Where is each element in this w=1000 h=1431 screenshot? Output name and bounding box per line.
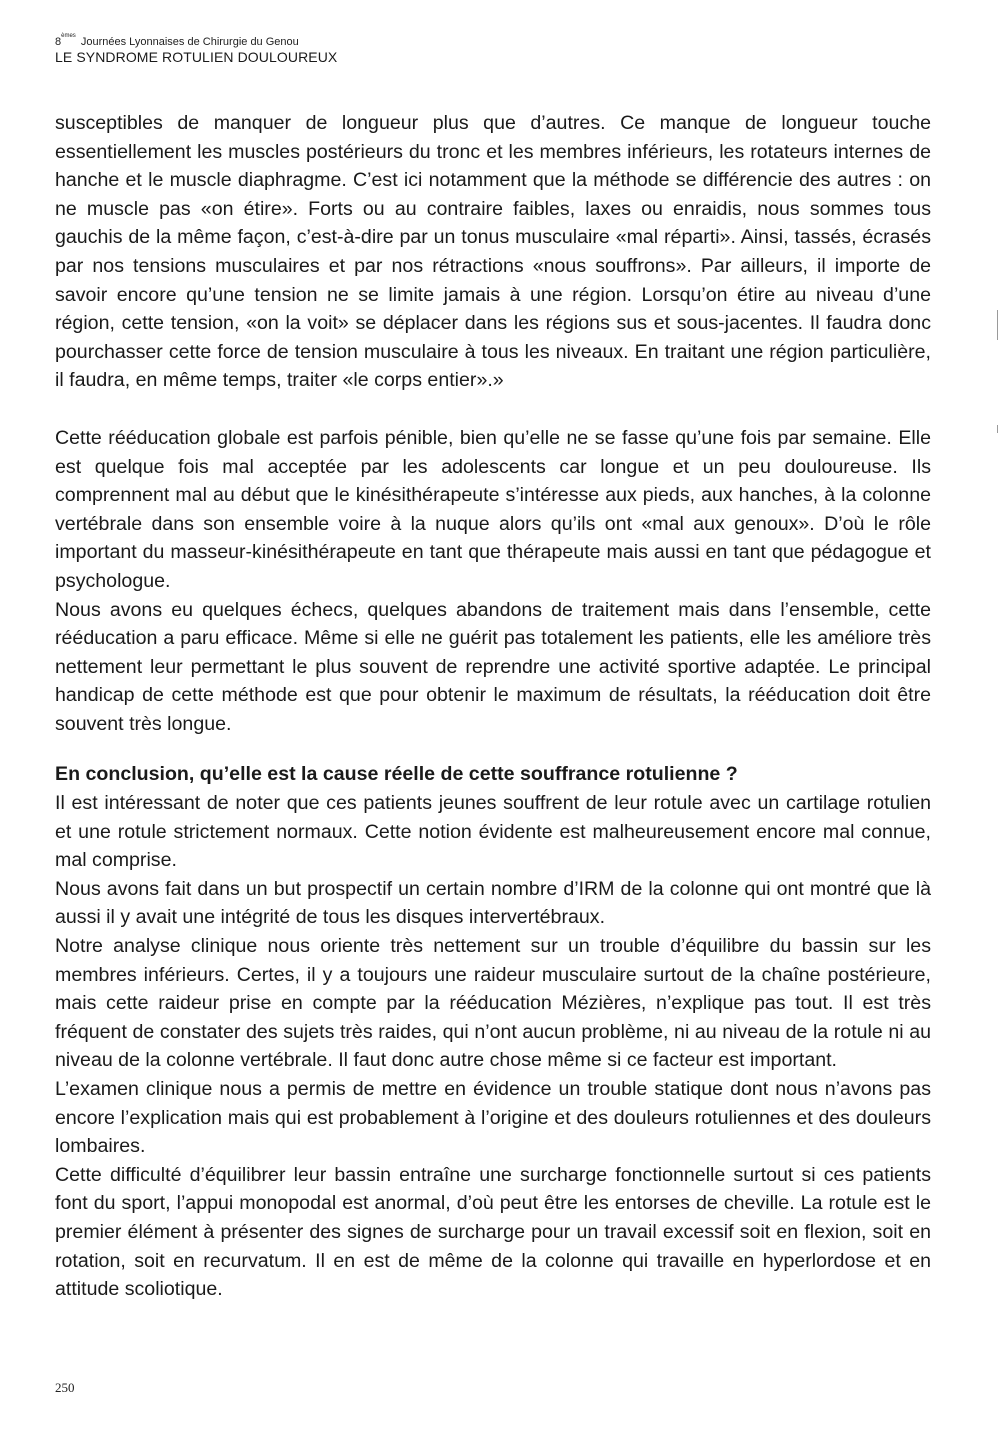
paragraph: Nous avons fait dans un but prospectif un certain nombre d’IRM de la colonne qui ont montré que là aussi il y avait une intégrité de tous les disques intervertébraux.: [55, 877, 931, 929]
paragraph-spacer: [55, 395, 931, 424]
paragraph: L’examen clinique nous a permis de mettre en évidence un trouble statique dont nous n’avons pas encore l’explication mais qui est probablement à l’origine et des douleurs rotuliennes et des douleurs lombaires.: [55, 1078, 931, 1158]
conference-line: [55, 33, 337, 49]
paragraph: Notre analyse clinique nous oriente très nettement sur un trouble d’équilibre du bassin sur les membres inférieurs. Certes, il y a toujours une raideur musculaire surtout de la chaîne postérieure, mais cette raideur prise en compte par la rééducation Mézières, n’explique pas tout. Il est très fréquent de constater des sujets très raides, qui n’ont aucun problème, ni au niveau de la rotule ni au niveau de la colonne vertébrale. Il faut donc autre chose même si ce facteur est important.: [55, 935, 931, 1072]
paragraph: Cette difficulté d’équilibrer leur bassin entraîne une surcharge fonctionnelle surtout si ces patients font du sport, l’appui monopodal est anormal, d’où peut être les entorses de cheville. La rotule est le premier élément à présenter des signes de surcharge pour un travail excessif soit en flexion, soit en rotation, soit en recurvatum. Il en est de même de la colonne qui travaille en hyperlordose et en attitude scoliotique.: [55, 1163, 931, 1301]
paragraph: Cette rééducation globale est parfois pénible, bien qu’elle ne se fasse qu’une fois par semaine. Elle est quelque fois mal acceptée par les adolescents car longue et un peu douloureuse. Ils comprennent mal au début que le kinésithérapeute s’intéresse aux pieds, aux hanches, à la colonne vertébrale dans son ensemble voire à la nuque alors qu’ils ont «mal aux genoux». D’où le rôle important du masseur-kinésithérapeute en tant que thérapeute mais aussi en tant que pédagogue et psychologue.: [55, 426, 931, 592]
section-heading: En conclusion, qu’elle est la cause réelle de cette souffrance rotulienne ?: [55, 763, 738, 786]
paragraph: susceptibles de manquer de longueur plus que d’autres. Ce manque de longueur touche essentiellement les muscles postérieurs du tronc et les membres inférieurs, les rotateurs internes de hanche et le muscle diaphragme. C’est ici notamment que la méthode se différencie des autres : on ne muscle pas «on étire». Forts ou au contraire faibles, laxes ou enraidis, nous sommes tous gauchis de la même façon, c’est-à-dire par un tonus musculaire «mal réparti». Ainsi, tassés, écrasés par nos tensions musculaires et par nos rétractions «nous souffrons». Par ailleurs, il importe de savoir encore qu’une tension ne se limite jamais à une région. Lorsqu’on étire au niveau d’une région, cette tension, «on la voit» se déplacer dans les régions sus et sous-jacentes. Il faudra donc pourchasser cette force de tension musculaire à tous les niveaux. En traitant une région particulière, il faudra, en même temps, traiter «le corps entier».»: [55, 112, 931, 392]
paragraph: Nous avons eu quelques échecs, quelques abandons de traitement mais dans l’ensemble, cette rééducation a paru efficace. Même si elle ne guérit pas totalement les patients, elle les améliore très nettement leur permettant le plus souvent de reprendre une activité sportive adaptée. Le principal handicap de cette méthode est que pour obtenir le maximum de résultats, la rééducation doit être souvent très longue.: [55, 598, 931, 735]
document-title: LE SYNDROME ROTULIEN DOULOUREUX: [55, 48, 338, 65]
ordinal-suffix: èmes: [61, 33, 76, 39]
body-text: [55, 109, 931, 1304]
scan-edge-mark: [997, 425, 998, 433]
section-spacer: [55, 738, 931, 760]
scan-edge-mark: [997, 310, 998, 340]
conference-name: Journées Lyonnaises de Chirurgie du Genou: [80, 36, 299, 48]
paragraph: Il est intéressant de noter que ces patients jeunes souffrent de leur rotule avec un cartilage rotulien et une rotule strictement normaux. Cette notion évidente est malheureusement encore mal connue, mal comprise.: [55, 792, 931, 872]
page-number: 250: [55, 1380, 75, 1395]
running-header: [55, 33, 338, 65]
ordinal-number: 8: [55, 36, 62, 48]
